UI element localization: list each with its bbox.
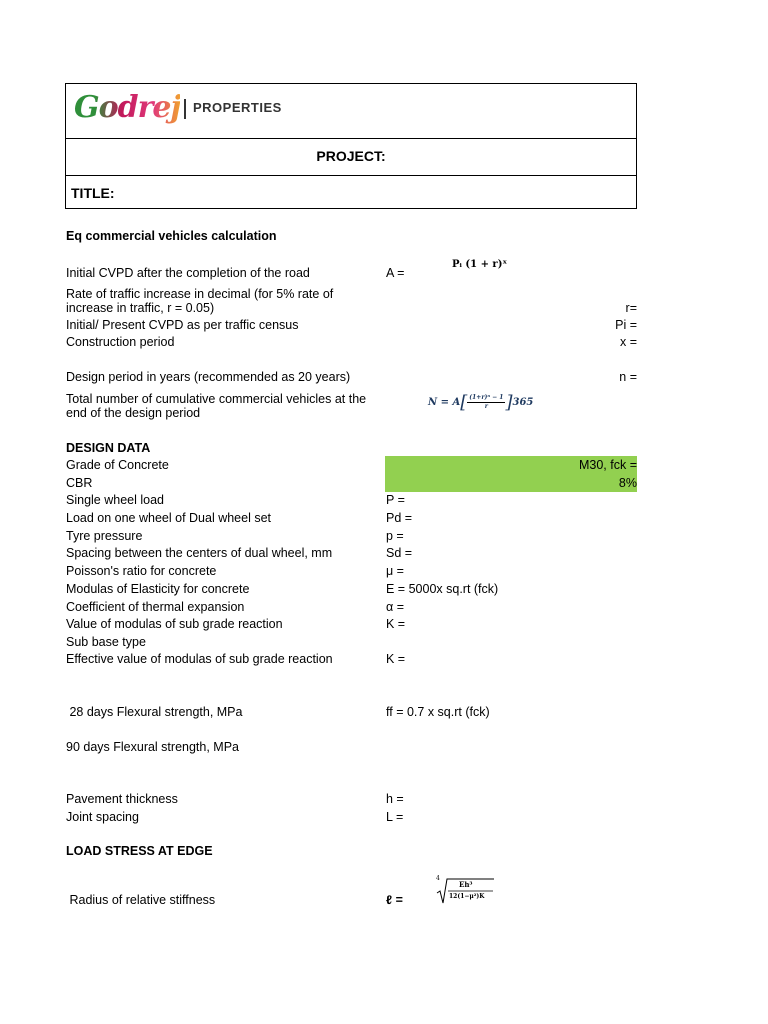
flexural-90-label: 90 days Flexural strength, MPa [66, 740, 239, 754]
present-cvpd-label: Initial/ Present CVPD as per traffic census [66, 318, 299, 332]
formula-n-prefix: N = A [428, 397, 461, 408]
load-stress-heading: LOAD STRESS AT EDGE [66, 844, 213, 858]
stiffness-numerator: Eh³ [459, 880, 473, 889]
relative-stiffness-label: Radius of relative stiffness [66, 893, 216, 907]
logo-properties-text: PROPERTIES [193, 100, 282, 115]
thermal-expansion-symbol: α = [386, 600, 404, 614]
godrej-logo: Godrej [74, 90, 181, 125]
poisson-ratio-symbol: μ = [386, 564, 404, 578]
grade-concrete-value: M30, fck = [578, 458, 637, 472]
logo-divider [184, 99, 186, 119]
initial-cvpd-symbol: A = [386, 266, 405, 280]
grade-concrete-label: Grade of Concrete [66, 458, 169, 472]
relative-stiffness-symbol: ℓ = [386, 893, 403, 907]
wheel-spacing-symbol: Sd = [386, 546, 413, 560]
stiffness-denominator: 12(1−μ²)K [449, 893, 485, 900]
wheel-spacing-label: Spacing between the centers of dual wheel, mm [66, 546, 333, 560]
elasticity-label: Modulas of Elasticity for concrete [66, 582, 250, 596]
cbr-label: CBR [66, 476, 93, 490]
design-period-label: Design period in years (recommended as 20 years) [66, 370, 351, 384]
poisson-ratio-label: Poisson's ratio for concrete [66, 564, 217, 578]
cumulative-formula [428, 392, 533, 413]
formula-bracket-open: [ [460, 392, 468, 413]
present-cvpd-symbol: Pi = [615, 318, 637, 332]
root-index: 4 [436, 875, 440, 882]
dual-wheel-load-label: Load on one wheel of Dual wheel set [66, 511, 272, 525]
joint-spacing-symbol: L = [386, 810, 404, 824]
flexural-28-symbol: ff = 0.7 x sq.rt (fck) [386, 705, 490, 719]
cbr-value: 8% [618, 476, 637, 490]
formula-n-suffix: 365 [512, 397, 534, 408]
effective-subgrade-symbol: K = [386, 652, 406, 666]
formula-denominator: r [484, 403, 488, 410]
cumulative-vehicles-label-2: end of the design period [66, 406, 201, 420]
effective-subgrade-label: Effective value of modulas of sub grade reaction [66, 652, 333, 666]
single-wheel-load-label: Single wheel load [66, 493, 164, 507]
joint-spacing-label: Joint spacing [66, 810, 139, 824]
tyre-pressure-label: Tyre pressure [66, 529, 143, 543]
traffic-rate-label-1: Rate of traffic increase in decimal (for 5% rate of [66, 287, 334, 301]
subgrade-reaction-label: Value of modulas of sub grade reaction [66, 617, 283, 631]
elasticity-symbol: E = 5000x sq.rt (fck) [386, 582, 499, 596]
traffic-rate-label-2: increase in traffic, r = 0.05) [66, 301, 215, 315]
tyre-pressure-symbol: p = [386, 529, 404, 543]
logo-row [66, 84, 636, 139]
title-label: TITLE: [71, 185, 115, 201]
project-label: PROJECT: [316, 148, 386, 164]
initial-cvpd-label: Initial CVPD after the completion of the road [66, 266, 310, 280]
project-row [66, 138, 636, 176]
construction-period-label: Construction period [66, 335, 175, 349]
sub-base-type-label: Sub base type [66, 635, 146, 649]
traffic-rate-symbol: r= [625, 301, 637, 315]
stiffness-formula [436, 875, 496, 905]
single-wheel-load-symbol: P = [386, 493, 405, 507]
formula-bracket-close: ] [505, 392, 513, 413]
pavement-thickness-label: Pavement thickness [66, 792, 178, 806]
title-row [66, 175, 636, 210]
header-box [65, 83, 637, 209]
subgrade-reaction-symbol: K = [386, 617, 406, 631]
design-data-heading: DESIGN DATA [66, 441, 151, 455]
formula-numerator: (1+r)ⁿ − 1 [469, 394, 504, 401]
section-heading: Eq commercial vehicles calculation [66, 229, 277, 243]
construction-period-symbol: x = [619, 335, 637, 349]
thermal-expansion-label: Coefficient of thermal expansion [66, 600, 245, 614]
pavement-thickness-symbol: h = [386, 792, 404, 806]
dual-wheel-load-symbol: Pd = [386, 511, 413, 525]
design-period-symbol: n = [619, 370, 637, 384]
formula-fraction [467, 394, 505, 411]
cumulative-vehicles-label-1: Total number of cumulative commercial vehicles at the [66, 392, 367, 406]
flexural-28-label: 28 days Flexural strength, MPa [66, 705, 243, 719]
cvpd-formula: Pᵢ (1 + r)ˣ [452, 259, 508, 270]
